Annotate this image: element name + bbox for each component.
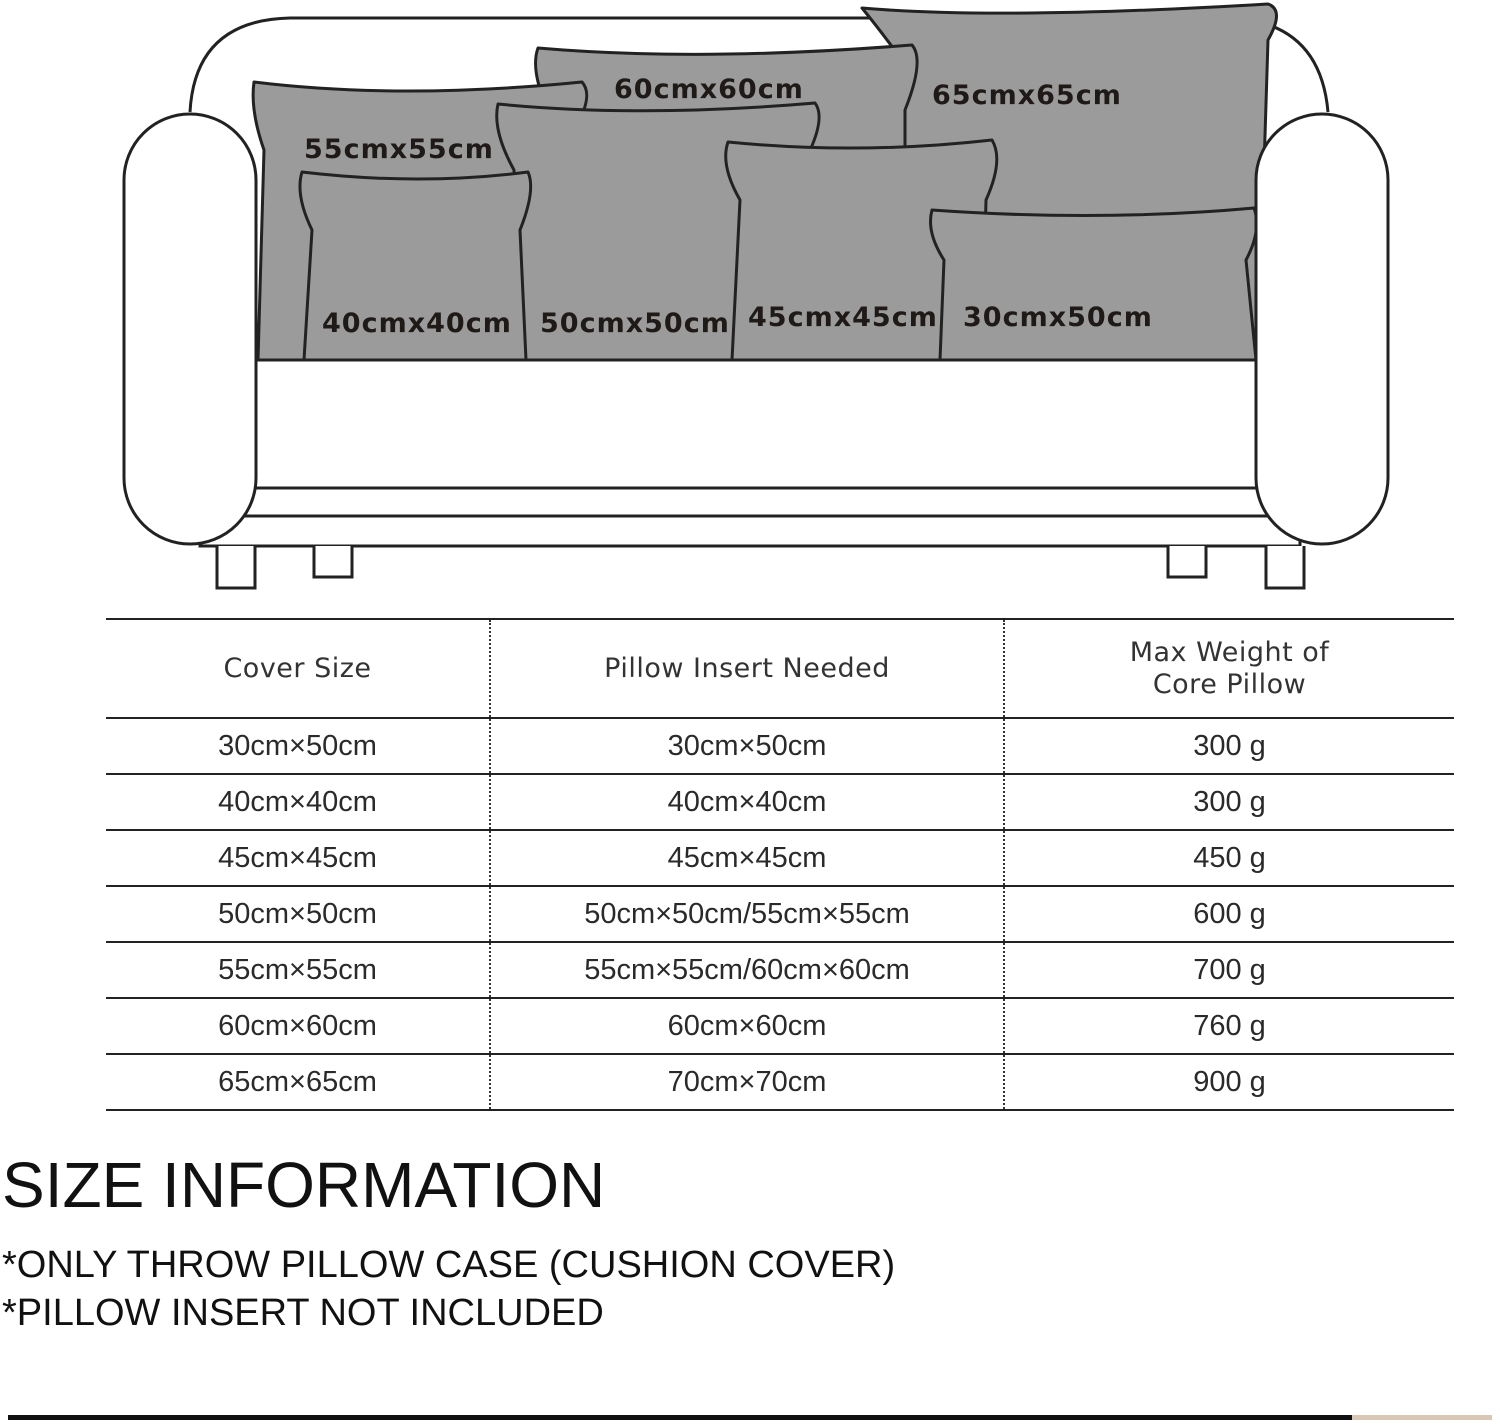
cell-weight: 300 g (1193, 785, 1266, 818)
cell-insert: 55cm×55cm/60cm×60cm (490, 942, 1004, 998)
table-row (106, 718, 1454, 774)
pillow-label-40x40: 40cmx40cm (322, 308, 512, 339)
size-table (106, 618, 1454, 1111)
cell-cover-size: 60cm×60cm (106, 998, 490, 1054)
table-header-row (106, 619, 1454, 718)
header-cover-size: Cover Size (106, 619, 490, 718)
cell-weight: 300 g (1193, 729, 1266, 762)
cell-insert: 45cm×45cm (490, 830, 1004, 886)
table-row (106, 942, 1454, 998)
cell-weight: 600 g (1193, 897, 1266, 930)
size-information-title: SIZE INFORMATION (2, 1149, 606, 1221)
sofa-seat (240, 360, 1270, 488)
cell-insert: 60cm×60cm (490, 998, 1004, 1054)
bottom-divider-accent (1352, 1415, 1492, 1420)
pillow-label-30x50: 30cmx50cm (963, 302, 1153, 333)
table-row (106, 1054, 1454, 1110)
header-max-weight-line-2: Core Pillow (1152, 668, 1307, 700)
pillow-30x50 (931, 208, 1257, 360)
table-row (106, 886, 1454, 942)
cell-cover-size: 50cm×50cm (106, 886, 490, 942)
cell-cover-size: 55cm×55cm (106, 942, 490, 998)
cell-cover-size: 65cm×65cm (106, 1054, 490, 1110)
sofa-leg (314, 546, 352, 577)
cell-weight: 700 g (1193, 953, 1266, 986)
sofa-arm-right (1256, 114, 1388, 544)
cell-weight: 450 g (1193, 841, 1266, 874)
sofa-arm-left (124, 114, 256, 544)
table-row (106, 774, 1454, 830)
sofa-illustration (0, 0, 1500, 600)
bottom-divider-bar (8, 1415, 1352, 1420)
header-max-weight (1004, 619, 1454, 718)
cell-insert: 50cm×50cm/55cm×55cm (490, 886, 1004, 942)
header-max-weight-line-1: Max Weight of (1129, 636, 1330, 668)
note-cover-only: *ONLY THROW PILLOW CASE (CUSHION COVER) (2, 1244, 896, 1286)
cell-weight: 760 g (1193, 1009, 1266, 1042)
sofa-leg (217, 546, 255, 588)
cell-insert: 30cm×50cm (490, 718, 1004, 774)
cell-weight: 900 g (1193, 1065, 1266, 1098)
note-insert-not-included: *PILLOW INSERT NOT INCLUDED (2, 1292, 604, 1334)
cell-insert: 70cm×70cm (490, 1054, 1004, 1110)
pillow-label-65x65: 65cmx65cm (932, 80, 1122, 111)
table-row (106, 830, 1454, 886)
table-row (106, 998, 1454, 1054)
pillow-label-55x55: 55cmx55cm (304, 134, 494, 165)
cell-cover-size: 40cm×40cm (106, 774, 490, 830)
pillow-label-45x45: 45cmx45cm (748, 302, 938, 333)
pillow-label-50x50: 50cmx50cm (540, 308, 730, 339)
cell-cover-size: 45cm×45cm (106, 830, 490, 886)
sofa-leg (1266, 546, 1304, 588)
cell-cover-size: 30cm×50cm (106, 718, 490, 774)
pillow-label-60x60: 60cmx60cm (614, 74, 804, 105)
cell-insert: 40cm×40cm (490, 774, 1004, 830)
sofa-leg (1168, 546, 1206, 577)
header-pillow-insert: Pillow Insert Needed (490, 619, 1004, 718)
